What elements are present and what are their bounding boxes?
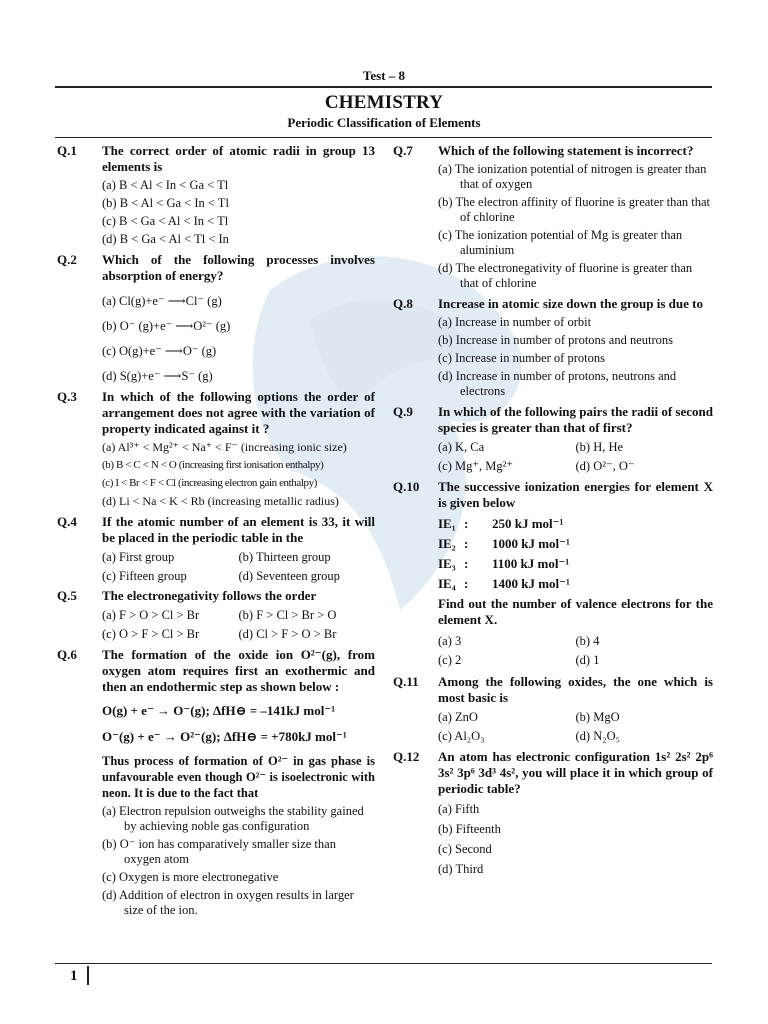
ie-value: 250 kJ mol⁻¹ [492,516,564,531]
subtitle-rule [55,137,712,138]
question-text: An atom has electronic configuration 1s² 2s² 2p⁶ 3s² 3p⁶ 3d³ 4s², you will place it in which group of periodic table? [438,749,713,796]
option-b: (b) The electron affinity of fluorine is greater than that of chlorine [438,195,711,224]
question-number: Q.2 [57,252,77,267]
option-b: (b) Thirteen group [238,550,331,564]
question-number: Q.1 [57,143,77,158]
question-number: Q.9 [393,404,413,419]
page-number: 1 [70,968,78,984]
question-number: Q.12 [393,749,420,764]
question-text-continued: Find out the number of valence electrons for the element X. [438,596,713,627]
question-text: The successive ionization energies for element X is given below [438,479,713,510]
option-d: (d) Addition of electron in oxygen results in larger size of the ion. [102,888,354,917]
option-d: (d) B < Ga < Al < Tl < In [102,232,229,246]
option-b: (b) MgO [575,710,620,724]
option-d: (d) Increase in number of protons, neutrons and electrons [438,369,677,398]
option-row [438,709,713,725]
question-text: Which of the following processes involves absorption of energy? [102,252,375,283]
question-number: Q.6 [57,647,77,662]
footer-rule [55,963,712,964]
header-test-label: Test – 8 [362,68,406,83]
question-text: If the atomic number of an element is 33, it will be placed in the periodic table in the [102,514,375,545]
question-number: Q.10 [393,479,420,494]
option-c: (c) O(g)+e⁻ ⟶O⁻ (g) [102,344,217,358]
option-row [102,568,375,584]
option-a: (a) F > O > Cl > Br [102,608,200,622]
option-c: (c) Mg⁺, Mg²⁺ [438,459,513,473]
ie-row-3: IE₃ : 1100 kJ mol⁻¹ [438,554,713,574]
option-c: (c) I < Br < F < Cl (increasing electron gain enthalpy) [102,477,318,489]
question-7 [393,143,713,291]
question-text: Among the following oxides, the one which is most basic is [438,674,713,705]
question-5 [57,588,375,642]
ie-value: 1100 kJ mol⁻¹ [492,556,570,571]
ie-row-4: IE₄ : 1400 kJ mol⁻¹ [438,574,713,594]
question-number: Q.8 [393,296,413,311]
question-number: Q.4 [57,514,77,529]
question-text: The correct order of atomic radii in group 13 elements is [102,143,375,174]
option-d: (d) Cl > F > O > Br [238,627,337,641]
option-d: (d) The electronegativity of fluorine is greater than that of chlorine [438,261,693,290]
page-number-divider [87,966,89,985]
ie-label: IE₃ [438,556,456,571]
question-9 [393,404,713,474]
option-a: (a) Increase in number of orbit [438,315,592,329]
question-number: Q.7 [393,143,413,158]
question-number: Q.5 [57,588,77,603]
question-text: In which of the following pairs the radii of second species is greater than that of first? [438,404,713,435]
question-number: Q.3 [57,389,77,404]
option-c: (c) Fifteen group [102,569,187,583]
question-12 [393,749,713,877]
question-1 [57,143,375,247]
ie-row-1: IE₁ : 250 kJ mol⁻¹ [438,514,713,534]
option-d: (d) Seventeen group [238,569,340,583]
option-a: (a) Fifth [438,802,480,816]
option-b: (b) Increase in number of protons and neutrons [438,333,673,347]
option-b: (b) B < Al < Ga < In < Tl [102,196,229,210]
right-column [393,143,713,877]
question-3 [57,389,375,509]
option-a: (a) K, Ca [438,440,485,454]
question-text-continued: Thus process of formation of O²⁻ in gas phase is unfavourable even though O²⁻ is isoelectronic with neon. It is due to the fact that [102,754,375,800]
option-b: (b) 4 [575,634,600,648]
option-row [102,626,375,642]
option-row [438,458,713,474]
header-rule [55,86,712,88]
ie-label: IE₂ [438,536,456,551]
option-row [102,607,375,623]
subject-title: CHEMISTRY [324,92,444,113]
option-row [438,652,713,668]
option-b: (b) H, He [575,440,624,454]
ionization-energy-table [393,514,713,594]
question-2 [57,252,375,384]
ie-label: IE₁ [438,516,456,531]
option-row [438,728,713,744]
option-c: (c) The ionization potential of Mg is greater than aluminium [438,228,683,257]
option-c: (c) 2 [438,653,462,667]
ie-value: 1000 kJ mol⁻¹ [492,536,570,551]
equation-2: O⁻(g) + e⁻ → O²⁻(g); ΔfH⊖ = +780kJ mol⁻¹ [102,729,347,744]
option-c: (c) B < Ga < Al < In < Tl [102,214,229,228]
option-b: (b) F > Cl > Br > O [238,608,337,622]
question-text: The formation of the oxide ion O²⁻(g), from oxygen atom requires first an exothermic and then an endothermic step as shown below : [102,647,375,694]
question-number: Q.11 [393,674,419,689]
option-a: (a) First group [102,550,175,564]
ie-row-2: IE₂ : 1000 kJ mol⁻¹ [438,534,713,554]
equation-1: O(g) + e⁻ → O⁻(g); ΔfH⊖ = –141kJ mol⁻¹ [102,703,336,718]
question-text: The electronegativity follows the order [102,588,317,603]
question-8 [393,296,713,399]
question-4 [57,514,375,584]
option-d: (d) O²⁻, O⁻ [575,459,635,473]
option-d: (d) N₂O₅ [575,729,620,743]
option-a: (a) 3 [438,634,462,648]
option-c: (c) O > F > Cl > Br [102,627,200,641]
option-b: (b) O⁻ (g)+e⁻ ⟶O²⁻ (g) [102,319,231,333]
chapter-subtitle: Periodic Classification of Elements [287,115,481,130]
option-a: (a) Al³⁺ < Mg²⁺ < Na⁺ < F⁻ (increasing ionic size) [102,440,347,454]
option-d: (d) Third [438,862,484,876]
question-11 [393,674,713,744]
question-text: Which of the following statement is incorrect? [438,143,694,158]
left-column [57,143,375,918]
option-row [438,633,713,649]
option-row [438,439,713,455]
option-c: (c) Al₂O₃ [438,729,485,743]
option-c: (c) Increase in number of protons [438,351,605,365]
question-10 [393,479,713,668]
option-a: (a) B < Al < In < Ga < Tl [102,178,229,192]
option-d: (d) S(g)+e⁻ ⟶S⁻ (g) [102,369,213,383]
option-d: (d) Li < Na < K < Rb (increasing metallic radius) [102,494,339,508]
option-a: (a) Electron repulsion outweighs the stability gained by achieving noble gas configuration [102,804,364,833]
ie-label: IE₄ [438,576,456,591]
option-b: (b) B < C < N < O (increasing first ionisation enthalpy) [102,459,324,471]
option-row [102,549,375,565]
question-text: Increase in atomic size down the group is due to [438,296,703,311]
option-d: (d) 1 [575,653,600,667]
option-c: (c) Second [438,842,492,856]
option-b: (b) O⁻ ion has comparatively smaller size than oxygen atom [102,837,336,866]
option-a: (a) The ionization potential of nitrogen is greater than that of oxygen [438,162,707,191]
ie-value: 1400 kJ mol⁻¹ [492,576,570,591]
option-b: (b) Fifteenth [438,822,501,836]
option-c: (c) Oxygen is more electronegative [102,870,279,884]
option-a: (a) Cl(g)+e⁻ ⟶Cl⁻ (g) [102,294,222,308]
question-6 [57,647,375,918]
option-a: (a) ZnO [438,710,478,724]
question-text: In which of the following options the order of arrangement does not agree with the variation of property indicated against it ? [102,389,375,436]
